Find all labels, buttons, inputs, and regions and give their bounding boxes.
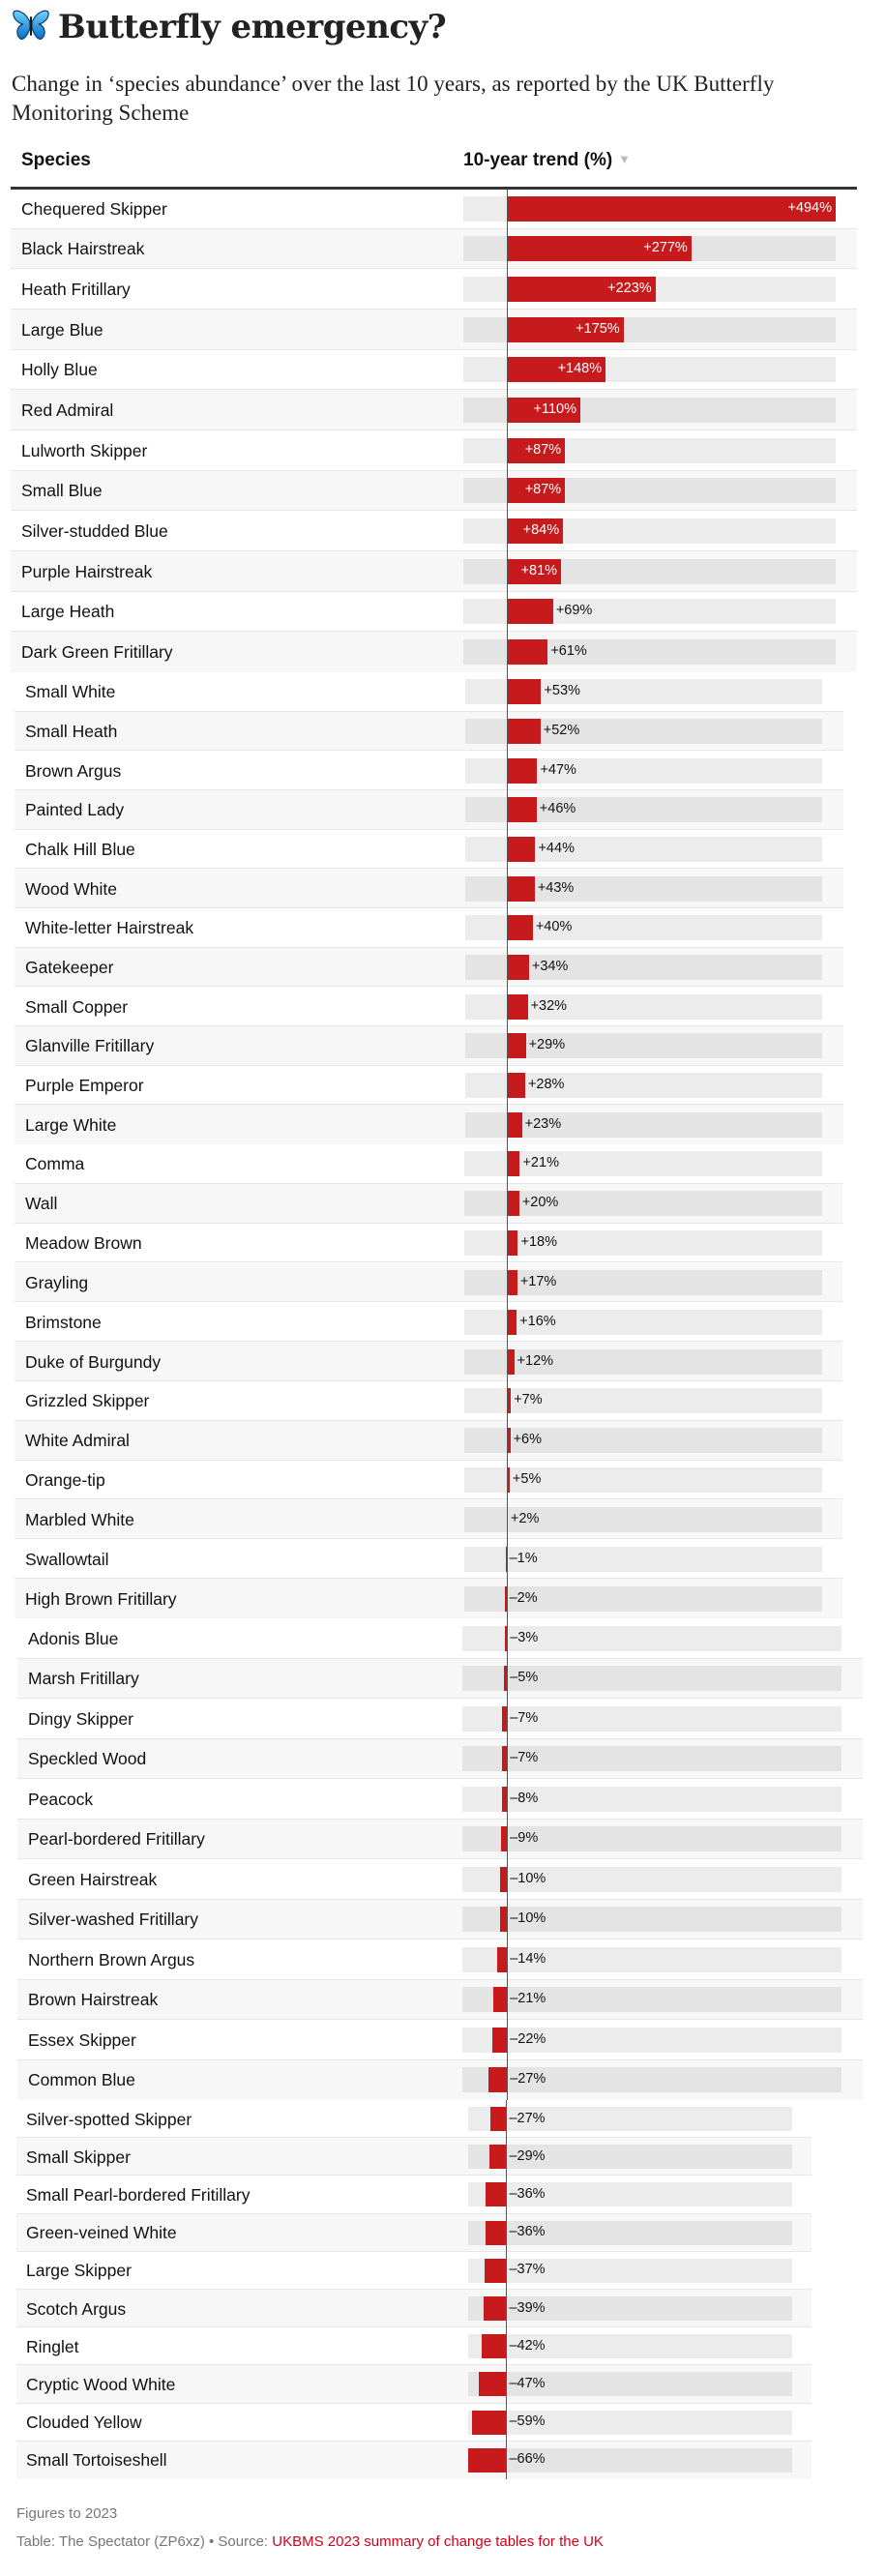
species-name: Large Skipper [26,2261,132,2281]
trend-bar [479,2372,506,2396]
trend-value: –10% [510,1870,546,1886]
trend-bar [507,679,541,704]
species-name: Silver-washed Fritillary [28,1910,199,1930]
trend-value: –22% [510,2030,546,2047]
table-row [17,1779,863,1820]
species-name: Marbled White [25,1509,134,1529]
trend-value: +84% [522,522,560,539]
trend-bar [486,2221,507,2245]
table-row [15,830,843,870]
trend-value: –21% [510,1991,546,2007]
table-row [17,1699,863,1739]
species-name: Green Hairstreak [28,1869,158,1889]
zero-line [507,1144,508,1618]
trend-bar [507,1151,520,1176]
trend-value: +61% [550,643,587,660]
credit-text: Table: The Spectator (ZP6xz) • Source: [16,2533,273,2550]
species-name: Duke of Burgundy [25,1351,162,1372]
species-name: Red Admiral [21,400,114,421]
title-text: Butterfly emergency? [58,8,447,46]
trend-value: +2% [510,1510,540,1526]
species-name: Essex Skipper [28,2029,136,2050]
species-name: Small Copper [25,996,129,1017]
species-name: Brown Hairstreak [28,1990,159,2010]
species-name: Pearl-bordered Fritillary [28,1829,205,1850]
species-name: Dark Green Fritillary [21,642,173,663]
species-name: Wall [25,1194,58,1214]
table-row [16,2365,812,2403]
trend-value: –2% [509,1589,538,1606]
table-row [15,712,843,752]
species-name: Orange-tip [25,1470,105,1491]
trend-bar [493,1987,508,2012]
trend-value: +81% [520,562,558,578]
table-row [15,1224,842,1263]
trend-bar [500,1907,507,1932]
table-row [15,1421,842,1461]
species-name: Purple Emperor [25,1075,144,1095]
column-header-species-label: Species [21,150,91,170]
table-row [15,1184,842,1224]
species-name: Small Heath [25,721,118,741]
trend-value: –9% [510,1830,539,1847]
species-name: Wood White [25,878,117,899]
trend-value: +23% [524,1115,562,1132]
species-name: Painted Lady [25,800,125,820]
trend-value: –7% [510,1750,539,1766]
trend-value: +21% [522,1155,559,1171]
species-name: Adonis Blue [28,1628,119,1648]
species-name: Small Blue [21,481,103,501]
trend-value: +53% [544,683,580,699]
species-name: Large White [25,1114,117,1135]
trend-bar [507,599,552,624]
table-row [11,189,857,229]
column-header-trend-label: 10-year trend (%) [463,150,613,170]
trend-value: +47% [540,761,576,778]
trend-bar [484,2296,506,2321]
trend-bar [490,2107,506,2131]
trend-bar [507,994,527,1020]
table-row [15,1579,842,1618]
trend-value: –1% [509,1550,538,1566]
trend-value: +28% [527,1076,565,1092]
table-row [11,471,857,512]
trend-bar [507,1191,519,1216]
trend-bar [485,2259,506,2283]
trend-value: +87% [524,441,562,458]
table-row [17,1900,863,1940]
butterfly-icon [12,9,50,42]
trend-value: +110% [533,401,576,418]
species-name: Small White [25,682,116,702]
trend-bar [507,1349,515,1375]
species-name: Gatekeeper [25,957,114,977]
footnote: Figures to 2023 [16,2505,118,2522]
species-name: Chalk Hill Blue [25,839,135,859]
trend-bar [468,2448,506,2472]
credit-line [16,2533,604,2550]
species-name: Common Blue [28,2070,135,2090]
table-row [16,2252,812,2290]
table-row [16,2327,812,2365]
trend-value: –37% [509,2262,546,2278]
species-name: Cryptic Wood White [26,2374,176,2394]
table-row [17,2020,863,2060]
trend-bar [507,758,537,784]
table-row [15,751,843,790]
table-row [17,1859,863,1900]
species-name: Small Tortoiseshell [26,2450,167,2471]
table-row [17,1739,863,1780]
table-row [11,430,857,471]
column-header-species[interactable] [21,150,91,171]
trend-value: +40% [535,919,573,935]
table-row [16,2214,812,2252]
zero-line [507,672,508,1144]
species-name: Grizzled Skipper [25,1391,150,1411]
trend-bar [507,1310,517,1335]
trend-value: –27% [510,2071,546,2087]
table-row [17,2060,863,2101]
species-name: Clouded Yellow [26,2413,142,2433]
sort-descending-icon[interactable]: ▼ [618,152,632,166]
trend-value: –42% [509,2337,546,2354]
table-row [16,2442,812,2479]
trend-bar [507,1270,517,1295]
species-name: Large Blue [21,319,103,340]
table-row [15,790,843,830]
trend-value: +20% [521,1195,559,1211]
table-row [17,1618,863,1659]
trend-value: +32% [530,997,568,1014]
trend-value: –29% [509,2147,546,2164]
species-name: White Admiral [25,1431,130,1451]
species-name: Small Pearl-bordered Fritillary [26,2184,251,2205]
species-name: Black Hairstreak [21,239,145,259]
table-row [17,1820,863,1860]
table-row [11,269,857,310]
trend-value: –7% [510,1709,539,1726]
table-row [15,1500,842,1540]
species-name: Marsh Fritillary [28,1669,139,1689]
bar-track [464,1310,822,1335]
zero-line [507,1618,508,2100]
species-name: Green-veined White [26,2223,177,2243]
species-name: Dingy Skipper [28,1708,133,1729]
trend-value: +18% [520,1234,557,1251]
species-name: Brown Argus [25,760,122,781]
trend-bar [486,2182,507,2206]
trend-value: +6% [513,1432,542,1448]
trend-value: –14% [510,1950,546,1967]
species-name: Chequered Skipper [21,198,167,219]
table-row [15,908,843,948]
table-row [16,2290,812,2327]
trend-bar [507,797,536,822]
species-name: Small Skipper [26,2147,131,2167]
trend-bar [507,639,547,665]
table-row [15,1066,843,1106]
trend-bar [507,1033,525,1058]
species-name: Brimstone [25,1312,102,1332]
trend-value: –8% [510,1790,539,1806]
trend-value: –3% [510,1629,539,1645]
trend-value: –59% [509,2413,546,2430]
trend-bar [472,2411,506,2435]
table-row [11,551,857,592]
species-name: Purple Hairstreak [21,561,153,581]
trend-bar [492,2028,507,2053]
trend-bar [488,2067,507,2092]
table-row [17,1980,863,2021]
trend-value: +494% [787,199,832,216]
trend-value: +148% [557,361,603,377]
table-row [16,2100,812,2138]
species-name: Speckled Wood [28,1749,147,1769]
table-row [15,1342,842,1381]
trend-value: +43% [537,879,575,896]
trend-value: –5% [510,1670,539,1686]
trend-value: –36% [509,2224,546,2240]
species-name: Silver-spotted Skipper [26,2109,192,2129]
species-name: Grayling [25,1272,89,1292]
table-row [15,1263,842,1303]
table-row [15,1105,843,1144]
species-name: Swallowtail [25,1549,109,1569]
trend-value: +7% [514,1392,543,1408]
species-name: Lulworth Skipper [21,440,148,460]
trend-bar [507,876,534,902]
table-row [16,2138,812,2176]
trend-value: –39% [509,2299,546,2316]
trend-value: –47% [509,2375,546,2391]
trend-value: +44% [538,840,575,856]
trend-value: +69% [555,603,593,619]
species-name: Ringlet [26,2336,79,2356]
species-name: Northern Brown Argus [28,1949,195,1969]
chart-subtitle: Change in ‘species abundance’ over the last 10 years, as reported by the UK Butterfly Monitoring Scheme [12,72,775,125]
table-segment [17,1618,863,2100]
trend-value: +5% [512,1471,542,1488]
species-name: High Brown Fritillary [25,1588,177,1609]
trend-value: +29% [528,1037,566,1053]
table-row [11,229,857,270]
chart-title [12,8,446,46]
table-row [15,1381,842,1421]
trend-value: +46% [539,801,576,817]
trend-value: +87% [524,482,562,498]
trend-bar [489,2145,506,2169]
table-row [11,632,857,672]
table-row [15,869,843,908]
species-name: Scotch Argus [26,2298,127,2319]
trend-value: +175% [576,320,620,337]
table-row [11,511,857,551]
species-name: White-letter Hairstreak [25,918,194,938]
trend-value: –27% [509,2110,546,2126]
trend-value: +34% [531,958,569,974]
table-row [17,1939,863,1980]
trend-value: –66% [509,2451,546,2468]
table-row [11,390,857,430]
table-segment [11,189,857,672]
trend-bar [507,837,535,862]
species-name: Meadow Brown [25,1233,142,1254]
species-name: Silver-studded Blue [21,521,168,542]
table-row [15,1302,842,1342]
table-row [15,1461,842,1500]
source-link[interactable]: UKBMS 2023 summary of change tables for the UK [272,2533,604,2550]
trend-bar [482,2334,506,2358]
species-name: Holly Blue [21,360,98,380]
table-row [15,672,843,712]
table-row [15,1539,842,1579]
trend-bar [507,1112,521,1138]
trend-bar [507,1073,524,1098]
column-header-trend[interactable] [463,150,631,171]
table-segment [15,1144,842,1618]
species-name: Heath Fritillary [21,280,131,300]
trend-value: +223% [607,281,652,297]
trend-value: +277% [643,240,688,256]
trend-bar [500,1867,507,1892]
trend-value: +17% [519,1273,557,1289]
table-segment [16,2100,812,2479]
trend-bar [507,915,532,940]
bar-track [464,1230,822,1256]
trend-bar [497,1947,507,1972]
trend-value: +16% [519,1313,556,1329]
table-segment [15,672,843,1144]
bar-track [464,1270,822,1295]
trend-value: +52% [543,722,580,738]
trend-value: +12% [517,1352,554,1369]
table-row [15,1144,842,1184]
species-name: Glanville Fritillary [25,1036,155,1056]
table-row [17,1659,863,1700]
zero-line [507,189,508,672]
trend-bar [507,1230,518,1256]
table-row [16,2404,812,2442]
table-row [11,592,857,633]
table-row [15,1026,843,1066]
table-row [16,2176,812,2213]
table-row [15,948,843,988]
table-row [11,310,857,350]
trend-value: –10% [510,1910,546,1927]
table-row [11,350,857,391]
trend-value: –36% [509,2185,546,2202]
species-name: Comma [25,1154,85,1174]
trend-bar [507,719,540,744]
trend-bar [507,955,528,980]
species-name: Peacock [28,1789,94,1809]
species-name: Large Heath [21,602,115,622]
table-row [15,987,843,1026]
zero-line [506,2100,507,2479]
